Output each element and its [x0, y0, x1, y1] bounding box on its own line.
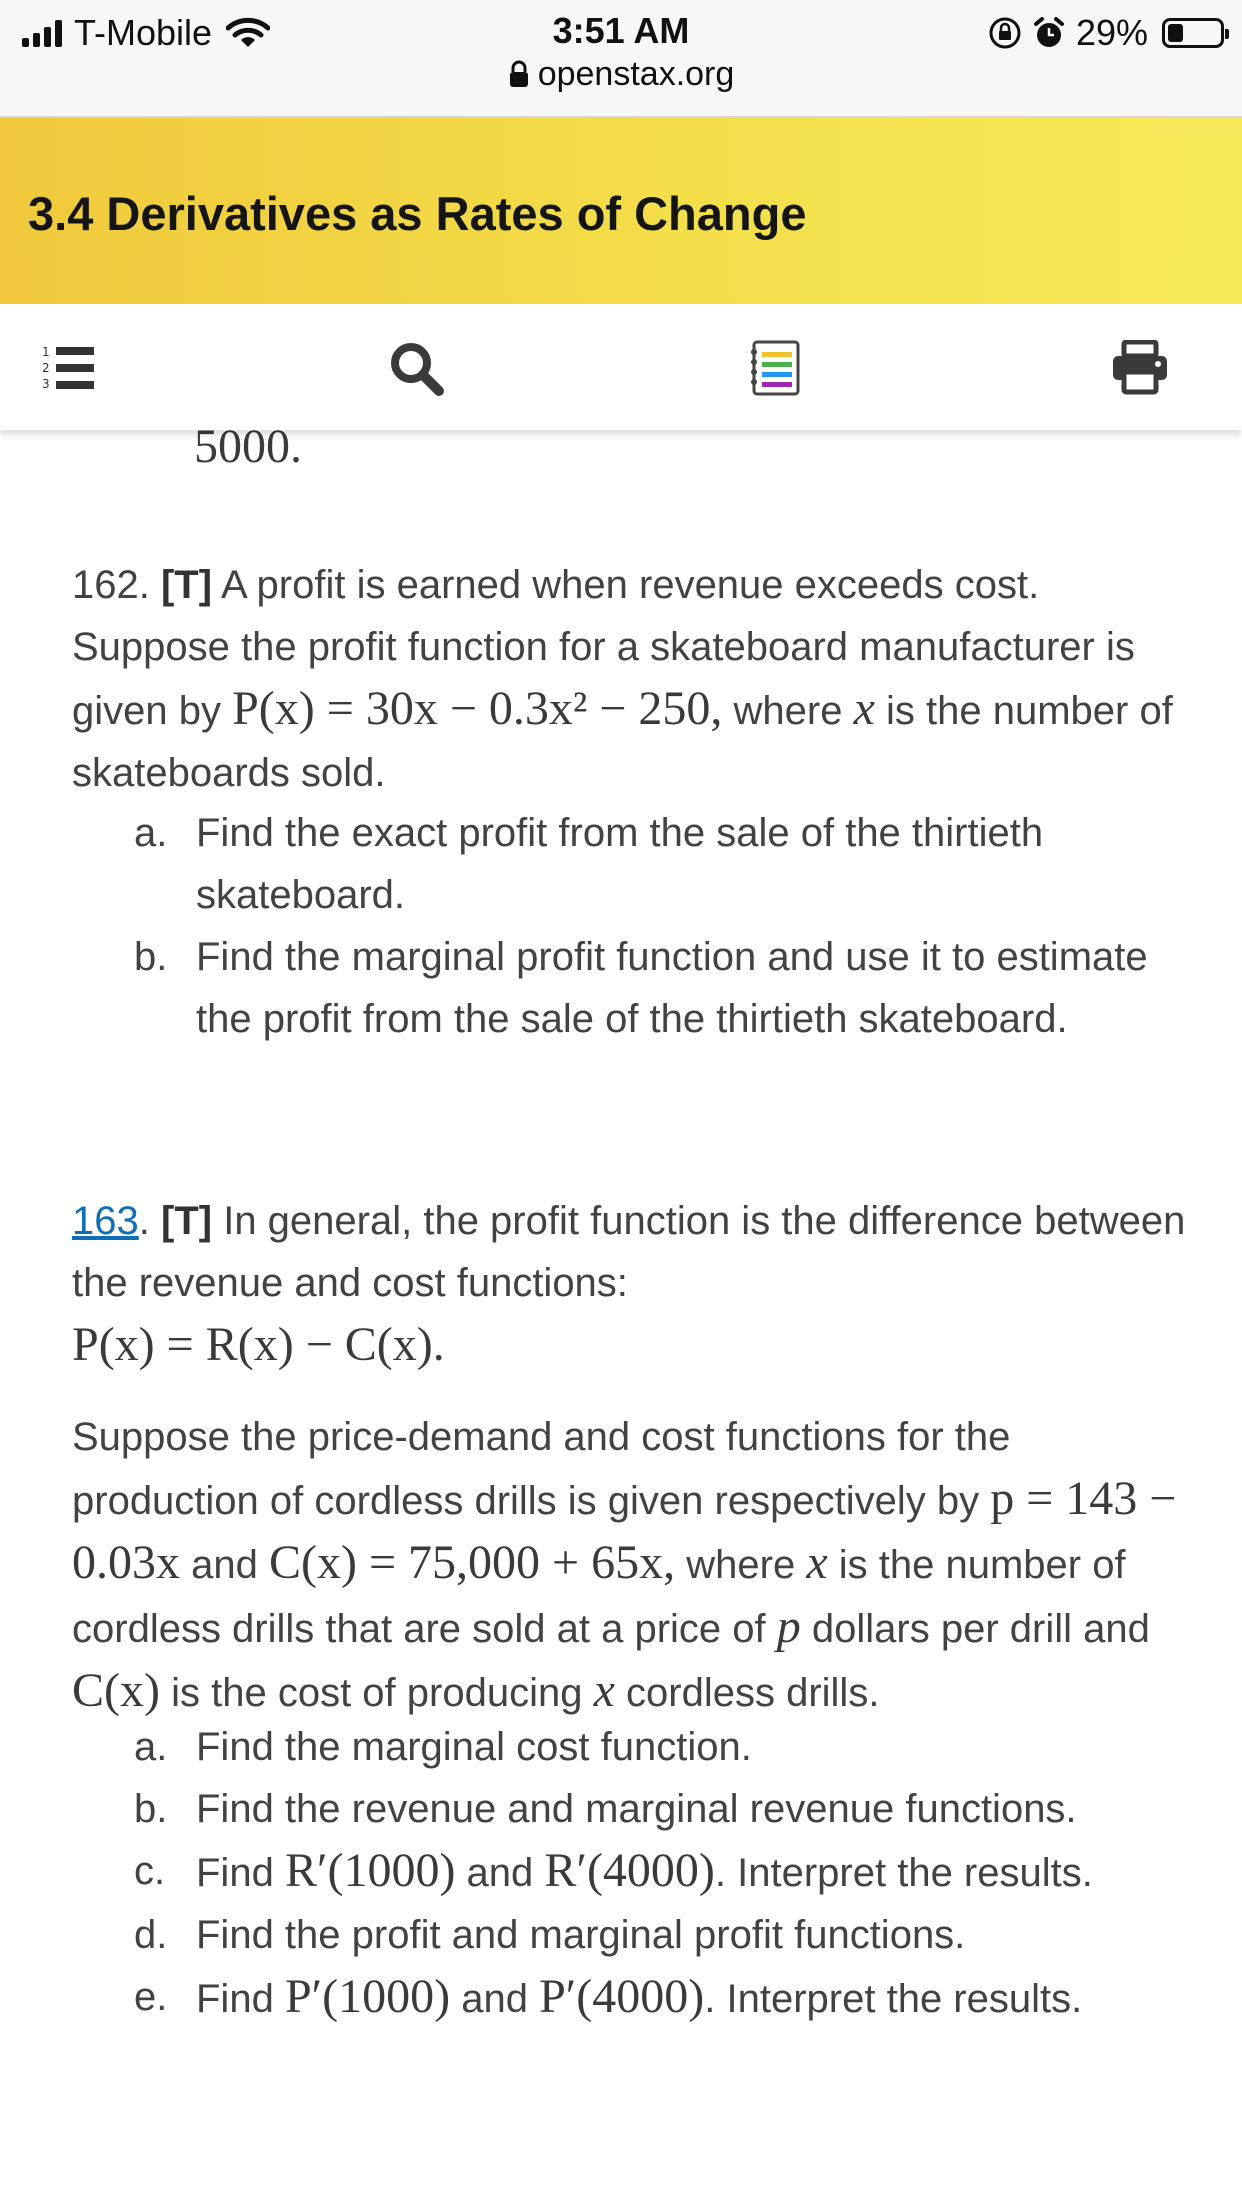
url-text: openstax.org: [537, 55, 735, 93]
print-button[interactable]: [1108, 336, 1172, 400]
exercise-162: 162. [T] A profit is earned when revenue exceeds cost. Suppose the profit function for a skateboard manufacturer is given by P(x) = 30x − 0.3x² − 250, where x is the number of skateboards sold.: [72, 563, 1173, 795]
highlights-notes-button[interactable]: [744, 336, 808, 400]
previous-exercise-tail: 5000.: [194, 430, 302, 473]
list-item: a. Find the exact profit from the sale of the thirtieth skateboard.: [134, 811, 1044, 917]
clock: 3:51 AM: [552, 10, 690, 51]
list-item: e. Find P′(1000) and P′(4000). Interpret the results.: [134, 1970, 1083, 2023]
exercise-number: 162.: [72, 563, 150, 607]
rotation-lock-icon: [988, 16, 1022, 50]
toc-icon: [40, 343, 96, 393]
table-of-contents-button[interactable]: [36, 336, 100, 400]
status-right: [988, 12, 1224, 54]
url-bar[interactable]: [508, 52, 735, 96]
exercise-163-parts: [134, 1716, 1194, 2030]
exercise-text: A profit is earned when revenue exceeds cost. Suppose the profit function for a skateboard manufacturer is given by: [72, 563, 1135, 733]
exercise-162-parts: [134, 802, 1194, 1050]
technology-tag: [T]: [160, 563, 213, 607]
battery-percent: 29%: [1075, 12, 1148, 53]
list-item: b. Find the revenue and marginal revenue functions.: [134, 1787, 1077, 1831]
price-demand-formula: p = 143 − 0.03x: [72, 1472, 1177, 1589]
toolbar: [0, 304, 1242, 430]
exercise-163: 163. [T] In general, the profit function is the difference between the revenue and cost functions: P(x) = R(x) − C(x).: [72, 1199, 1186, 1371]
alarm-icon: [1032, 16, 1066, 50]
list-item: a. Find the marginal cost function.: [134, 1725, 752, 1769]
status-bar: [0, 0, 1242, 118]
exercise-163-paragraph: Suppose the price-demand and cost functions for the production of cordless drills is given respectively by p = 143 − 0.03x and C(x) = 75,000 + 65x, where x is the number of cordless drills that are sold at a price of p dollars per drill and C(x) is the cost of producing x cordless drills.: [72, 1415, 1177, 1717]
exercise-text: In general, the profit function is the difference between the revenue and cost functions:: [72, 1199, 1186, 1305]
battery-level-fill: [1168, 24, 1183, 42]
list-item: d. Find the profit and marginal profit functions.: [134, 1913, 966, 1957]
carrier-label: T-Mobile: [74, 12, 213, 53]
svg-text:3: 3: [42, 377, 50, 391]
book-content: [0, 430, 1242, 2208]
svg-text:1: 1: [42, 345, 50, 359]
technology-tag: [T]: [161, 1199, 213, 1243]
search-icon: [387, 339, 445, 397]
title-banner: [0, 118, 1242, 304]
lock-icon: [508, 60, 530, 88]
list-item: c. Find R′(1000) and R′(4000). Interpret the results.: [134, 1844, 1093, 1897]
list-item: b. Find the marginal profit function and use it to estimate the profit from the sale of the thirtieth skateboard.: [134, 935, 1148, 1041]
svg-text:2: 2: [42, 361, 50, 375]
search-button[interactable]: [384, 336, 448, 400]
exercise-163-link[interactable]: 163: [72, 1199, 139, 1243]
page-title: 3.4 Derivatives as Rates of Change: [28, 187, 807, 240]
profit-difference-formula: P(x) = R(x) − C(x).: [72, 1318, 445, 1371]
battery-icon: [1162, 18, 1224, 48]
print-icon: [1111, 340, 1169, 396]
cost-formula: C(x) = 75,000 + 65x,: [269, 1536, 676, 1589]
profit-formula: P(x) = 30x − 0.3x² − 250,: [232, 682, 723, 735]
notes-icon: [748, 338, 804, 398]
